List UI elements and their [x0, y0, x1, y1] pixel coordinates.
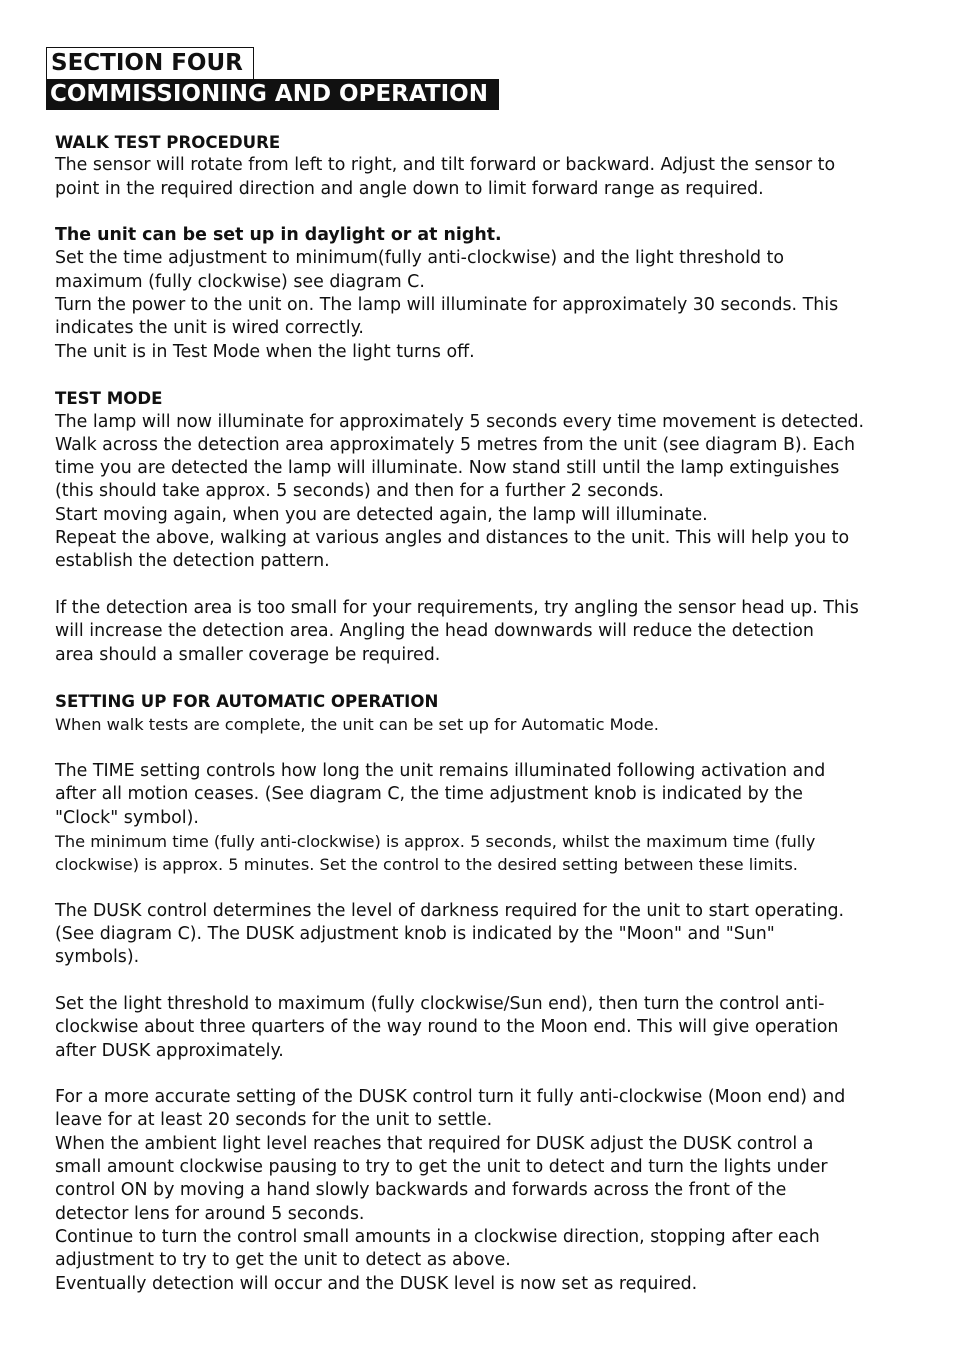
- accurate-dusk-paragraph: For a more accurate setting of the DUSK control turn it fully anti-clockwise (Moon end) and leave for at least 20 seconds for the unit to settle. When the ambient light level reaches that required for DUSK adjust the DUSK control a small amount clockwise pausing to try to get the unit to detect and turn the lights under control ON by moving a hand slowly backwards and forwards across the front of the detector lens for around 5 seconds. Continue to turn the control small amounts in a clockwise direction, stopping after each adjustment to try to get the unit to detect as above. Eventually detection will occur and the DUSK level is now set as required.: [55, 1087, 846, 1294]
- spacer: [55, 364, 905, 387]
- automatic-operation-heading: SETTING UP FOR AUTOMATIC OPERATION: [55, 692, 439, 712]
- spacer: [55, 667, 905, 690]
- walk-test-heading: WALK TEST PROCEDURE: [55, 133, 281, 152]
- daylight-night-note: The unit can be set up in daylight or at night.: [55, 225, 502, 246]
- document-body: [55, 131, 905, 1296]
- section-number-label: SECTION FOUR: [46, 47, 254, 79]
- spacer: [55, 970, 905, 993]
- spacer: [55, 1063, 905, 1086]
- walk-test-paragraph: The sensor will rotate from left to right, and tilt forward or backward. Adjust the sensor to point in the required direction and angle down to limit forward range as required.: [55, 155, 836, 199]
- time-limits-paragraph: The minimum time (fully anti-clockwise) is approx. 5 seconds, whilst the maximum time (fully clockwise) is approx. 5 minutes. Set the control to the desired setting between these limits.: [55, 831, 816, 875]
- section-header: [46, 47, 499, 110]
- test-mode-paragraph: The lamp will now illuminate for approximately 5 seconds every time movement is detected. Walk across the detection area approximately 5 metres from the unit (see diagram B). Each time you are detected the lamp will illuminate. Now stand still until the lamp extinguishes (this should take approx. 5 seconds) and then for a further 2 seconds. Start moving again, when you are detected again, the lamp will illuminate. Repeat the above, walking at various angles and distances to the unit. This will help you to establish the detection pattern.: [55, 411, 865, 572]
- section-title: COMMISSIONING AND OPERATION: [46, 79, 499, 110]
- spacer: [55, 574, 905, 597]
- detection-area-paragraph: If the detection area is too small for your requirements, try angling the sensor head up. This will increase the detection area. Angling the head downwards will reduce the detection area should a smaller coverage be required.: [55, 597, 859, 665]
- automatic-intro-paragraph: When walk tests are complete, the unit can be set up for Automatic Mode.: [55, 715, 659, 735]
- light-threshold-paragraph: Set the light threshold to maximum (fully clockwise/Sun end), then turn the control anti- clockwise about three quarters of the way round to the Moon end. This will give operation after DUSK approximately.: [55, 993, 839, 1061]
- spacer: [55, 877, 905, 900]
- setup-paragraph: Set the time adjustment to minimum(fully anti-clockwise) and the light threshold to maximum (fully clockwise) see diagram C. Turn the power to the unit on. The lamp will illuminate for approximately 30 seconds. This indicates the unit is wired correctly. The unit is in Test Mode when the light turns off.: [55, 248, 839, 362]
- dusk-control-paragraph: The DUSK control determines the level of darkness required for the unit to start operating. (See diagram C). The DUSK adjustment knob is indicated by the "Moon" and "Sun" symbols).: [55, 900, 845, 968]
- test-mode-heading: TEST MODE: [55, 389, 163, 409]
- spacer: [55, 201, 905, 224]
- spacer: [55, 737, 905, 760]
- time-setting-paragraph: The TIME setting controls how long the unit remains illuminated following activation and after all motion ceases. (See diagram C, the time adjustment knob is indicated by the "Clock" symbol).: [55, 761, 826, 828]
